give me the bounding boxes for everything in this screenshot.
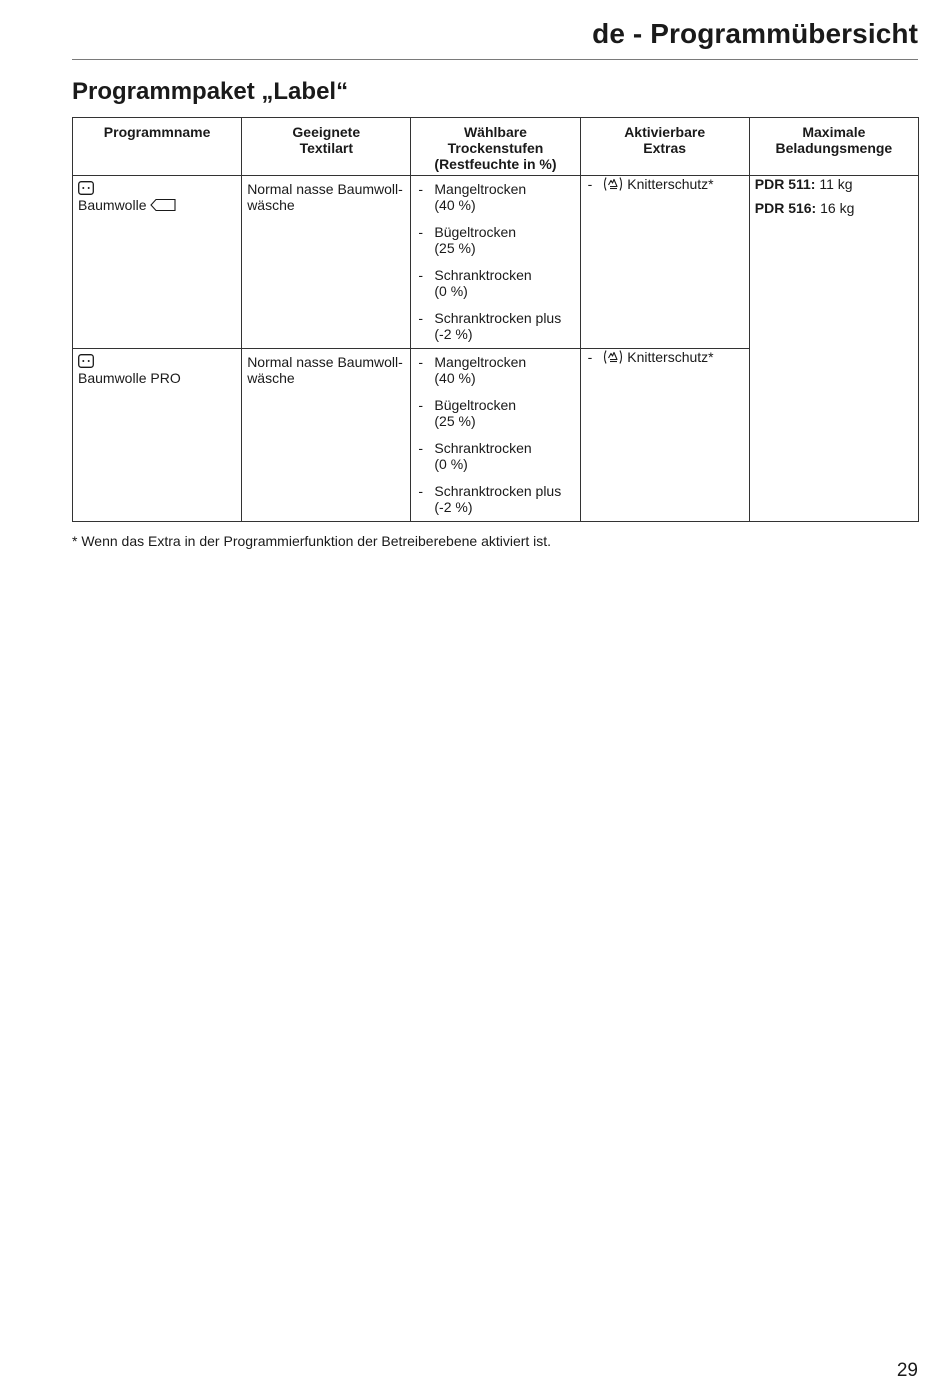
cotton-program-icon [78,181,94,195]
textile-text-line: wäsche [247,197,295,213]
drying-level-item: - Schranktrocken plus (-2 %) [418,483,579,515]
extras-cell [580,349,749,522]
load-model: PDR 511: [754,176,816,192]
extra-dash: - [587,176,593,192]
textile-cell [242,176,411,349]
drying-level-list [411,176,579,342]
cotton-program-icon [78,354,94,368]
crease-guard-icon [602,349,624,365]
load-amount: 16 kg [820,200,855,216]
header-textile-type: Geeignete Textilart [242,118,411,176]
load-amount: 11 kg [819,176,853,192]
drying-levels-cell [411,176,580,349]
drying-level-list [411,349,579,515]
textile-cell [242,349,411,522]
textile-text-line: Normal nasse Baumwoll- [247,354,403,370]
drying-level-item: - Schranktrocken (0 %) [418,440,579,472]
section-title: Programmpaket „Label“ [72,78,349,105]
extras-cell [580,176,749,349]
drying-level-item: - Bügeltrocken (25 %) [418,397,579,429]
header-max-load: Maximale Beladungsmenge [749,118,918,176]
drying-level-item: - Schranktrocken (0 %) [418,267,579,299]
program-name: Baumwolle PRO [78,370,181,386]
crease-guard-icon [602,176,624,192]
table-row [73,176,919,349]
drying-level-item: - Bügeltrocken (25 %) [418,224,579,256]
table-header-row [73,118,919,176]
label-tag-icon [150,198,176,212]
header-drying-levels: Wählbare Trockenstufen (Restfeuchte in %) [411,118,580,176]
program-name-cell [73,349,242,522]
drying-level-item: - Mangeltrocken (40 %) [418,354,579,386]
header-program-name: Programmname [73,118,242,176]
drying-levels-cell [411,349,580,522]
program-name-cell [73,176,242,349]
header-extras: Aktivierbare Extras [580,118,749,176]
page-number: 29 [896,1360,918,1381]
footnote: * Wenn das Extra in der Programmierfunktion der Betreiberebene aktiviert ist. [72,533,552,549]
load-entry [750,176,918,192]
extra-label: Knitterschutz* [627,349,714,365]
load-entry [750,200,918,216]
textile-text-line: Normal nasse Baumwoll- [247,181,403,197]
drying-level-item: - Schranktrocken plus (-2 %) [418,310,579,342]
header-divider [72,59,918,60]
program-table [72,117,919,522]
drying-level-item: - Mangeltrocken (40 %) [418,181,579,213]
max-load-cell [749,176,918,522]
textile-text-line: wäsche [247,370,295,386]
program-name: Baumwolle [78,197,147,213]
load-model: PDR 516: [754,200,817,216]
extra-label: Knitterschutz* [627,176,714,192]
extra-dash: - [587,349,593,365]
page-header-title: de - Programmübersicht [592,18,918,49]
